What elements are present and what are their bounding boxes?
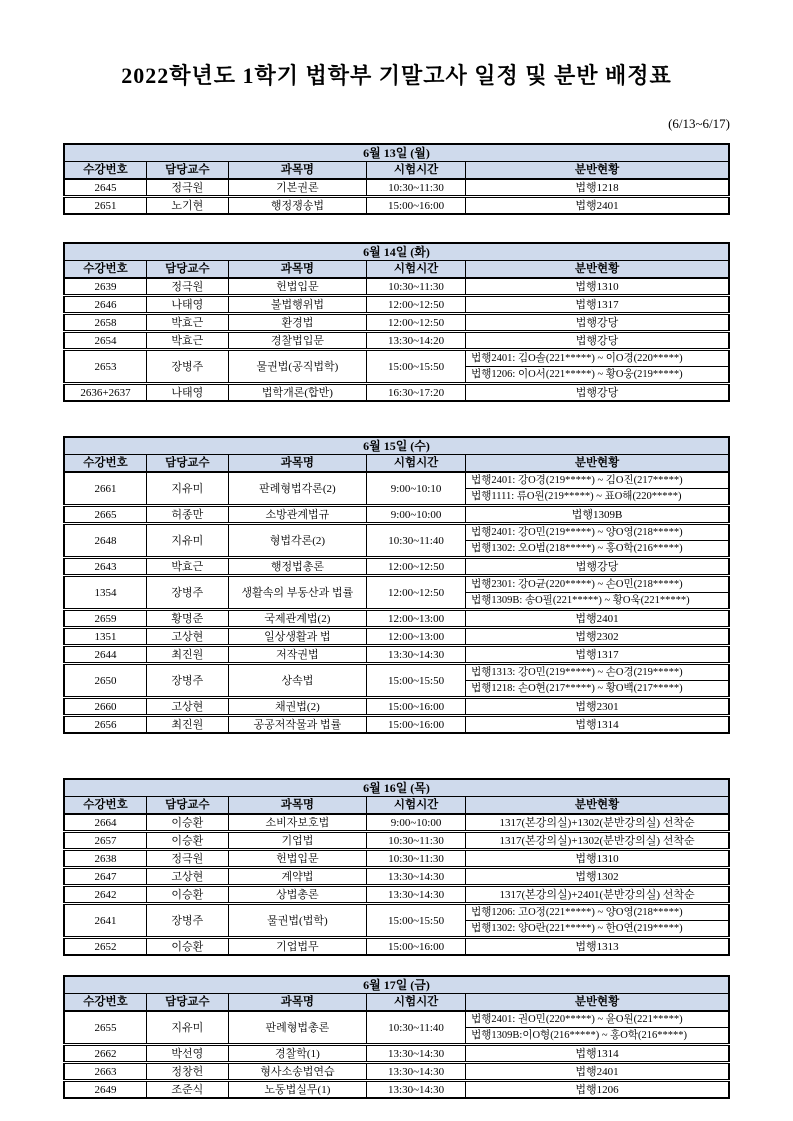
- exam-row: [64, 698, 729, 716]
- exam-row: [64, 628, 729, 646]
- section-status-cell: 법행1302: 오O범(218*****) ~ 홍O학(216*****): [466, 541, 729, 558]
- exam-time-cell: 13:30~14:30: [367, 646, 466, 664]
- column-header-3: 과목명: [228, 261, 366, 279]
- professor-cell: 박효근: [146, 314, 228, 332]
- exam-schedule-table: [63, 778, 730, 956]
- professor-cell: 장병주: [146, 350, 228, 384]
- professor-cell: 정창헌: [146, 1063, 228, 1081]
- section-status-cell: 법행1314: [466, 1045, 729, 1063]
- professor-cell: 나태영: [146, 296, 228, 314]
- subject-cell: 환경법: [228, 314, 366, 332]
- exam-day-section-4: [63, 778, 730, 956]
- subject-cell: 노동법실무(1): [228, 1081, 366, 1099]
- exam-row: [64, 610, 729, 628]
- professor-cell: 이승환: [146, 832, 228, 850]
- section-status-cell: 법행강당: [466, 332, 729, 350]
- subject-cell: 행정쟁송법: [228, 197, 366, 215]
- course-number-cell: 2664: [64, 814, 146, 832]
- exam-time-cell: 15:00~15:50: [367, 904, 466, 938]
- column-header-4: 시험시간: [367, 994, 466, 1012]
- subject-cell: 기업법: [228, 832, 366, 850]
- column-header-4: 시험시간: [367, 162, 466, 180]
- section-status-cell: 법행1302: [466, 868, 729, 886]
- course-number-cell: 2638: [64, 850, 146, 868]
- subject-cell: 공공저작물과 법률: [228, 716, 366, 734]
- exam-schedule-table: [63, 242, 730, 402]
- subject-cell: 상법총론: [228, 886, 366, 904]
- professor-cell: 노기현: [146, 197, 228, 215]
- exam-row: [64, 1011, 729, 1028]
- exam-time-cell: 10:30~11:40: [367, 1011, 466, 1045]
- course-number-cell: 2636+2637: [64, 384, 146, 402]
- section-status-cell: 법행1314: [466, 716, 729, 734]
- section-status-cell: 법행강당: [466, 558, 729, 576]
- day-header: 6월 15일 (수): [64, 437, 729, 455]
- section-status-cell: 법행1309B: [466, 506, 729, 524]
- section-status-cell: 법행1310: [466, 850, 729, 868]
- section-status-cell: 법행1111: 류O원(219*****) ~ 표O해(220*****): [466, 489, 729, 506]
- course-number-cell: 2661: [64, 472, 146, 506]
- professor-cell: 박효근: [146, 558, 228, 576]
- exam-row: [64, 850, 729, 868]
- column-header-5: 분반현황: [466, 994, 729, 1012]
- exam-row: [64, 1081, 729, 1099]
- exam-time-cell: 15:00~15:50: [367, 350, 466, 384]
- exam-time-cell: 12:00~13:00: [367, 610, 466, 628]
- exam-row: [64, 814, 729, 832]
- section-status-cell: 법행2401: 강O민(219*****) ~ 양O영(218*****): [466, 524, 729, 541]
- exam-row: [64, 886, 729, 904]
- subject-cell: 형사소송법연습: [228, 1063, 366, 1081]
- subject-cell: 저작권법: [228, 646, 366, 664]
- professor-cell: 이승환: [146, 886, 228, 904]
- column-header-5: 분반현황: [466, 797, 729, 815]
- section-status-cell: 1317(본강의실)+2401(분반강의실) 선착순: [466, 886, 729, 904]
- section-status-cell: 법행1218: [466, 179, 729, 197]
- exam-row: [64, 904, 729, 921]
- professor-cell: 나태영: [146, 384, 228, 402]
- exam-time-cell: 12:00~12:50: [367, 576, 466, 610]
- course-number-cell: 2639: [64, 278, 146, 296]
- exam-time-cell: 10:30~11:30: [367, 832, 466, 850]
- section-status-cell: 1317(본강의실)+1302(분반강의실) 선착순: [466, 814, 729, 832]
- subject-cell: 기본권론: [228, 179, 366, 197]
- professor-cell: 박효근: [146, 332, 228, 350]
- column-header-5: 분반현황: [466, 261, 729, 279]
- exam-schedule-table: [63, 975, 730, 1099]
- exam-time-cell: 10:30~11:30: [367, 850, 466, 868]
- course-number-cell: 2656: [64, 716, 146, 734]
- section-status-cell: 법행2401: 강O경(219*****) ~ 김O진(217*****): [466, 472, 729, 489]
- subject-cell: 판례형법각론(2): [228, 472, 366, 506]
- section-status-cell: 1317(본강의실)+1302(분반강의실) 선착순: [466, 832, 729, 850]
- subject-cell: 헌법입문: [228, 850, 366, 868]
- course-number-cell: 2657: [64, 832, 146, 850]
- document-page: [63, 0, 730, 1099]
- exam-schedule-tables: [63, 143, 730, 1099]
- subject-cell: 상속법: [228, 664, 366, 698]
- course-number-cell: 2652: [64, 938, 146, 956]
- course-number-cell: 2663: [64, 1063, 146, 1081]
- column-header-5: 분반현황: [466, 455, 729, 473]
- exam-time-cell: 9:00~10:00: [367, 814, 466, 832]
- section-status-cell: 법행1206: [466, 1081, 729, 1099]
- subject-cell: 계약법: [228, 868, 366, 886]
- section-status-cell: 법행1309B:이O형(216*****) ~ 홍O학(216*****): [466, 1028, 729, 1045]
- course-number-cell: 2654: [64, 332, 146, 350]
- section-status-cell: 법행2301: 강O균(220*****) ~ 손O민(218*****): [466, 576, 729, 593]
- course-number-cell: 2644: [64, 646, 146, 664]
- exam-time-cell: 12:00~12:50: [367, 296, 466, 314]
- subject-cell: 소비자보호법: [228, 814, 366, 832]
- course-number-cell: 2649: [64, 1081, 146, 1099]
- course-number-cell: 1354: [64, 576, 146, 610]
- professor-cell: 지유미: [146, 524, 228, 558]
- professor-cell: 박선영: [146, 1045, 228, 1063]
- section-status-cell: 법행2401: 김O솔(221*****) ~ 이O경(220*****): [466, 350, 729, 367]
- course-number-cell: 2653: [64, 350, 146, 384]
- day-header: 6월 16일 (목): [64, 779, 729, 797]
- subject-cell: 경찰학(1): [228, 1045, 366, 1063]
- exam-row: [64, 472, 729, 489]
- course-number-cell: 1351: [64, 628, 146, 646]
- section-status-cell: 법행2302: [466, 628, 729, 646]
- column-header-1: 수강번호: [64, 797, 146, 815]
- exam-row: [64, 832, 729, 850]
- subject-cell: 경찰법입문: [228, 332, 366, 350]
- exam-time-cell: 12:00~13:00: [367, 628, 466, 646]
- column-header-4: 시험시간: [367, 797, 466, 815]
- professor-cell: 정극원: [146, 179, 228, 197]
- section-status-cell: 법행2401: [466, 1063, 729, 1081]
- exam-time-cell: 12:00~12:50: [367, 558, 466, 576]
- exam-row: [64, 716, 729, 734]
- exam-row: [64, 938, 729, 956]
- course-number-cell: 2647: [64, 868, 146, 886]
- subject-cell: 물권법(공직법학): [228, 350, 366, 384]
- course-number-cell: 2648: [64, 524, 146, 558]
- course-number-cell: 2650: [64, 664, 146, 698]
- column-header-2: 담당교수: [146, 994, 228, 1012]
- exam-time-cell: 15:00~16:00: [367, 197, 466, 215]
- professor-cell: 조준식: [146, 1081, 228, 1099]
- section-status-cell: 법행1206: 이O서(221*****) ~ 황O웅(219*****): [466, 367, 729, 384]
- exam-time-cell: 10:30~11:30: [367, 179, 466, 197]
- professor-cell: 장병주: [146, 904, 228, 938]
- professor-cell: 이승환: [146, 814, 228, 832]
- exam-row: [64, 314, 729, 332]
- professor-cell: 고상현: [146, 698, 228, 716]
- exam-time-cell: 13:30~14:30: [367, 1045, 466, 1063]
- column-header-1: 수강번호: [64, 261, 146, 279]
- exam-row: [64, 197, 729, 215]
- course-number-cell: 2642: [64, 886, 146, 904]
- exam-row: [64, 384, 729, 402]
- professor-cell: 허종만: [146, 506, 228, 524]
- column-header-4: 시험시간: [367, 261, 466, 279]
- exam-row: [64, 664, 729, 681]
- exam-time-cell: 10:30~11:40: [367, 524, 466, 558]
- course-number-cell: 2665: [64, 506, 146, 524]
- exam-row: [64, 179, 729, 197]
- professor-cell: 최진원: [146, 646, 228, 664]
- exam-time-cell: 13:30~14:20: [367, 332, 466, 350]
- course-number-cell: 2659: [64, 610, 146, 628]
- section-status-cell: 법행1206: 고O정(221*****) ~ 양O영(218*****): [466, 904, 729, 921]
- exam-time-cell: 13:30~14:30: [367, 886, 466, 904]
- section-status-cell: 법행1302: 양O란(221*****) ~ 한O연(219*****): [466, 921, 729, 938]
- section-status-cell: 법행2401: 권O민(220*****) ~ 윤O원(221*****): [466, 1011, 729, 1028]
- course-number-cell: 2641: [64, 904, 146, 938]
- professor-cell: 정극원: [146, 278, 228, 296]
- course-number-cell: 2658: [64, 314, 146, 332]
- professor-cell: 장병주: [146, 664, 228, 698]
- day-header: 6월 17일 (금): [64, 976, 729, 994]
- column-header-5: 분반현황: [466, 162, 729, 180]
- exam-time-cell: 9:00~10:00: [367, 506, 466, 524]
- course-number-cell: 2643: [64, 558, 146, 576]
- exam-row: [64, 558, 729, 576]
- professor-cell: 고상현: [146, 868, 228, 886]
- section-status-cell: 법행1313: 강O민(219*****) ~ 손O경(219*****): [466, 664, 729, 681]
- professor-cell: 황명준: [146, 610, 228, 628]
- professor-cell: 장병주: [146, 576, 228, 610]
- exam-row: [64, 576, 729, 593]
- professor-cell: 지유미: [146, 1011, 228, 1045]
- exam-day-section-3: [63, 436, 730, 734]
- column-header-1: 수강번호: [64, 994, 146, 1012]
- exam-day-section-5: [63, 975, 730, 1099]
- column-header-4: 시험시간: [367, 455, 466, 473]
- section-status-cell: 법행2401: [466, 197, 729, 215]
- exam-day-section-2: [63, 242, 730, 402]
- professor-cell: 최진원: [146, 716, 228, 734]
- exam-time-cell: 15:00~15:50: [367, 664, 466, 698]
- course-number-cell: 2660: [64, 698, 146, 716]
- exam-time-cell: 9:00~10:10: [367, 472, 466, 506]
- section-status-cell: 법행1317: [466, 646, 729, 664]
- exam-time-cell: 13:30~14:30: [367, 868, 466, 886]
- exam-row: [64, 868, 729, 886]
- professor-cell: 이승환: [146, 938, 228, 956]
- course-number-cell: 2655: [64, 1011, 146, 1045]
- column-header-2: 담당교수: [146, 455, 228, 473]
- subject-cell: 행정법총론: [228, 558, 366, 576]
- professor-cell: 지유미: [146, 472, 228, 506]
- subject-cell: 기업법무: [228, 938, 366, 956]
- exam-row: [64, 506, 729, 524]
- column-header-3: 과목명: [228, 994, 366, 1012]
- column-header-3: 과목명: [228, 455, 366, 473]
- exam-day-section-1: [63, 143, 730, 215]
- section-status-cell: 법행1309B: 송O필(221*****) ~ 황O욱(221*****): [466, 593, 729, 610]
- subject-cell: 소방관계법규: [228, 506, 366, 524]
- exam-row: [64, 350, 729, 367]
- section-status-cell: 법행1313: [466, 938, 729, 956]
- day-header: 6월 13일 (월): [64, 144, 729, 162]
- column-header-2: 담당교수: [146, 797, 228, 815]
- day-header: 6월 14일 (화): [64, 243, 729, 261]
- subject-cell: 불법행위법: [228, 296, 366, 314]
- exam-row: [64, 1045, 729, 1063]
- exam-row: [64, 332, 729, 350]
- course-number-cell: 2651: [64, 197, 146, 215]
- subject-cell: 국제관계법(2): [228, 610, 366, 628]
- exam-time-cell: 10:30~11:30: [367, 278, 466, 296]
- section-status-cell: 법행2401: [466, 610, 729, 628]
- exam-schedule-table: [63, 143, 730, 215]
- exam-time-cell: 16:30~17:20: [367, 384, 466, 402]
- professor-cell: 정극원: [146, 850, 228, 868]
- section-status-cell: 법행2301: [466, 698, 729, 716]
- column-header-1: 수강번호: [64, 162, 146, 180]
- date-range-label: (6/13~6/17): [668, 116, 730, 131]
- section-status-cell: 법행1218: 손O현(217*****) ~ 황O백(217*****): [466, 681, 729, 698]
- exam-row: [64, 296, 729, 314]
- professor-cell: 고상현: [146, 628, 228, 646]
- subject-cell: 채권법(2): [228, 698, 366, 716]
- exam-row: [64, 524, 729, 541]
- course-number-cell: 2645: [64, 179, 146, 197]
- subject-cell: 물권법(법학): [228, 904, 366, 938]
- exam-row: [64, 1063, 729, 1081]
- exam-time-cell: 15:00~16:00: [367, 938, 466, 956]
- exam-schedule-table: [63, 436, 730, 734]
- section-status-cell: 법행1310: [466, 278, 729, 296]
- exam-time-cell: 12:00~12:50: [367, 314, 466, 332]
- subject-cell: 판례형법총론: [228, 1011, 366, 1045]
- column-header-2: 담당교수: [146, 261, 228, 279]
- section-status-cell: 법행강당: [466, 314, 729, 332]
- exam-row: [64, 278, 729, 296]
- exam-time-cell: 15:00~16:00: [367, 698, 466, 716]
- section-status-cell: 법행강당: [466, 384, 729, 402]
- subject-cell: 법학개론(합반): [228, 384, 366, 402]
- exam-row: [64, 646, 729, 664]
- section-status-cell: 법행1317: [466, 296, 729, 314]
- column-header-3: 과목명: [228, 797, 366, 815]
- exam-time-cell: 13:30~14:30: [367, 1063, 466, 1081]
- subject-cell: 헌법입문: [228, 278, 366, 296]
- subject-cell: 형법각론(2): [228, 524, 366, 558]
- column-header-3: 과목명: [228, 162, 366, 180]
- subject-cell: 일상생활과 법: [228, 628, 366, 646]
- page-title: 2022학년도 1학기 법학부 기말고사 일정 및 분반 배정표: [121, 63, 672, 88]
- subject-cell: 생활속의 부동산과 법률: [228, 576, 366, 610]
- column-header-2: 담당교수: [146, 162, 228, 180]
- exam-time-cell: 15:00~16:00: [367, 716, 466, 734]
- exam-time-cell: 13:30~14:30: [367, 1081, 466, 1099]
- column-header-1: 수강번호: [64, 455, 146, 473]
- course-number-cell: 2646: [64, 296, 146, 314]
- course-number-cell: 2662: [64, 1045, 146, 1063]
